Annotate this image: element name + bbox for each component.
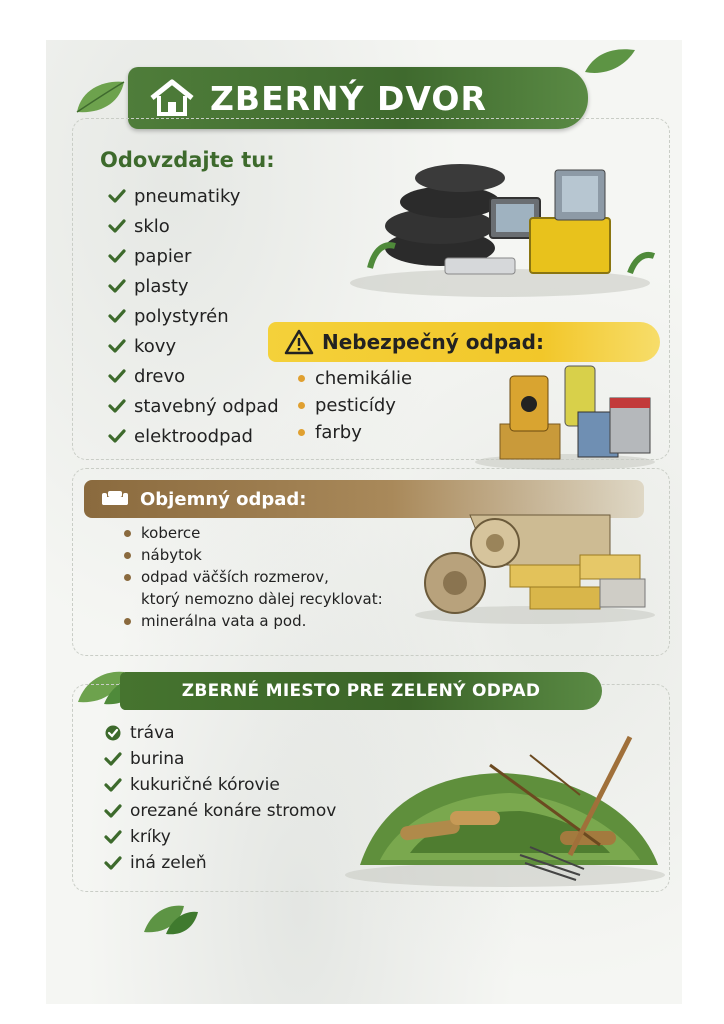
deposit-list	[108, 181, 279, 451]
list-item-label: polystyrén	[134, 305, 229, 327]
check-icon	[104, 777, 122, 793]
list-item	[108, 241, 279, 271]
sofa-icon	[100, 487, 130, 511]
hazardous-containers-illustration	[470, 354, 660, 472]
check-icon	[104, 803, 122, 819]
green-waste-pile-illustration	[340, 735, 670, 890]
green-list	[104, 720, 336, 876]
list-item	[298, 392, 412, 419]
list-item-label: tráva	[130, 723, 175, 743]
list-item	[108, 421, 279, 451]
list-item	[104, 746, 336, 772]
list-item	[108, 181, 279, 211]
list-item	[124, 610, 383, 632]
warning-icon	[284, 329, 314, 355]
list-item-label: plasty	[134, 275, 189, 297]
list-item-label: ktorý nemozno dàlej recyklovat:	[141, 590, 383, 608]
list-item	[108, 361, 279, 391]
list-item-label: kukuričné kórovie	[130, 775, 280, 795]
bullet-icon	[124, 530, 131, 537]
check-icon	[108, 398, 126, 414]
list-item	[104, 850, 336, 876]
list-item	[104, 720, 336, 746]
list-item	[104, 824, 336, 850]
bulky-list	[124, 522, 383, 632]
list-item-label: farby	[315, 422, 362, 443]
bullet-icon	[298, 402, 305, 409]
check-circle-icon	[104, 725, 122, 741]
check-icon	[108, 218, 126, 234]
tires-electronics-illustration	[350, 158, 660, 298]
list-item-label: elektroodpad	[134, 425, 253, 447]
bullet-icon	[298, 429, 305, 436]
list-item-label: kovy	[134, 335, 177, 357]
check-icon	[108, 308, 126, 324]
list-item	[108, 391, 279, 421]
list-item-label: nábytok	[141, 546, 202, 564]
house-icon	[148, 78, 196, 118]
list-item-label: papier	[134, 245, 192, 267]
check-icon	[104, 751, 122, 767]
green-heading: ZBERNÉ MIESTO PRE ZELENÝ ODPAD	[181, 681, 541, 701]
check-icon	[108, 368, 126, 384]
rolled-carpets-insulation-illustration	[410, 505, 660, 625]
list-item-label: kríky	[130, 827, 171, 847]
list-item	[108, 301, 279, 331]
leaf-decoration-bottom	[140, 900, 200, 940]
list-item-label: orezané konáre stromov	[130, 801, 337, 821]
bulky-heading: Objemný odpad:	[140, 488, 307, 510]
list-item-label: pesticídy	[315, 395, 396, 416]
list-item	[124, 544, 383, 566]
bullet-icon	[298, 375, 305, 382]
list-item	[108, 211, 279, 241]
list-item-label: pneumatiky	[134, 185, 241, 207]
check-icon	[104, 855, 122, 871]
check-icon	[108, 338, 126, 354]
list-item	[124, 588, 383, 610]
list-item-label: stavebný odpad	[134, 395, 279, 417]
bullet-icon	[124, 618, 131, 625]
list-item-label: drevo	[134, 365, 186, 387]
list-item-label: minerálna vata a pod.	[141, 612, 307, 630]
green-banner	[120, 672, 602, 710]
check-icon	[108, 278, 126, 294]
check-icon	[108, 248, 126, 264]
list-item-label: odpad väčších rozmerov,	[141, 568, 329, 586]
list-item	[124, 566, 383, 588]
check-icon	[108, 188, 126, 204]
list-item	[104, 798, 336, 824]
hazard-list	[298, 365, 412, 446]
list-item-label: chemikálie	[315, 368, 413, 389]
list-item	[108, 331, 279, 361]
bullet-icon	[124, 552, 131, 559]
list-item	[108, 271, 279, 301]
list-item	[298, 419, 412, 446]
leaf-decoration-top-right	[580, 42, 640, 82]
list-item	[124, 522, 383, 544]
deposit-heading: Odovzdajte tu:	[100, 148, 275, 172]
list-item-label: iná zeleň	[130, 853, 207, 873]
bullet-icon	[124, 574, 131, 581]
check-icon	[104, 829, 122, 845]
list-item	[298, 365, 412, 392]
hazard-heading: Nebezpečný odpad:	[322, 330, 544, 354]
page-title: ZBERNÝ DVOR	[210, 78, 487, 118]
list-item-label: sklo	[134, 215, 170, 237]
leaf-decoration-top-left	[72, 72, 132, 122]
list-item-label: koberce	[141, 524, 201, 542]
check-icon	[108, 428, 126, 444]
list-item	[104, 772, 336, 798]
list-item-label: burina	[130, 749, 185, 769]
